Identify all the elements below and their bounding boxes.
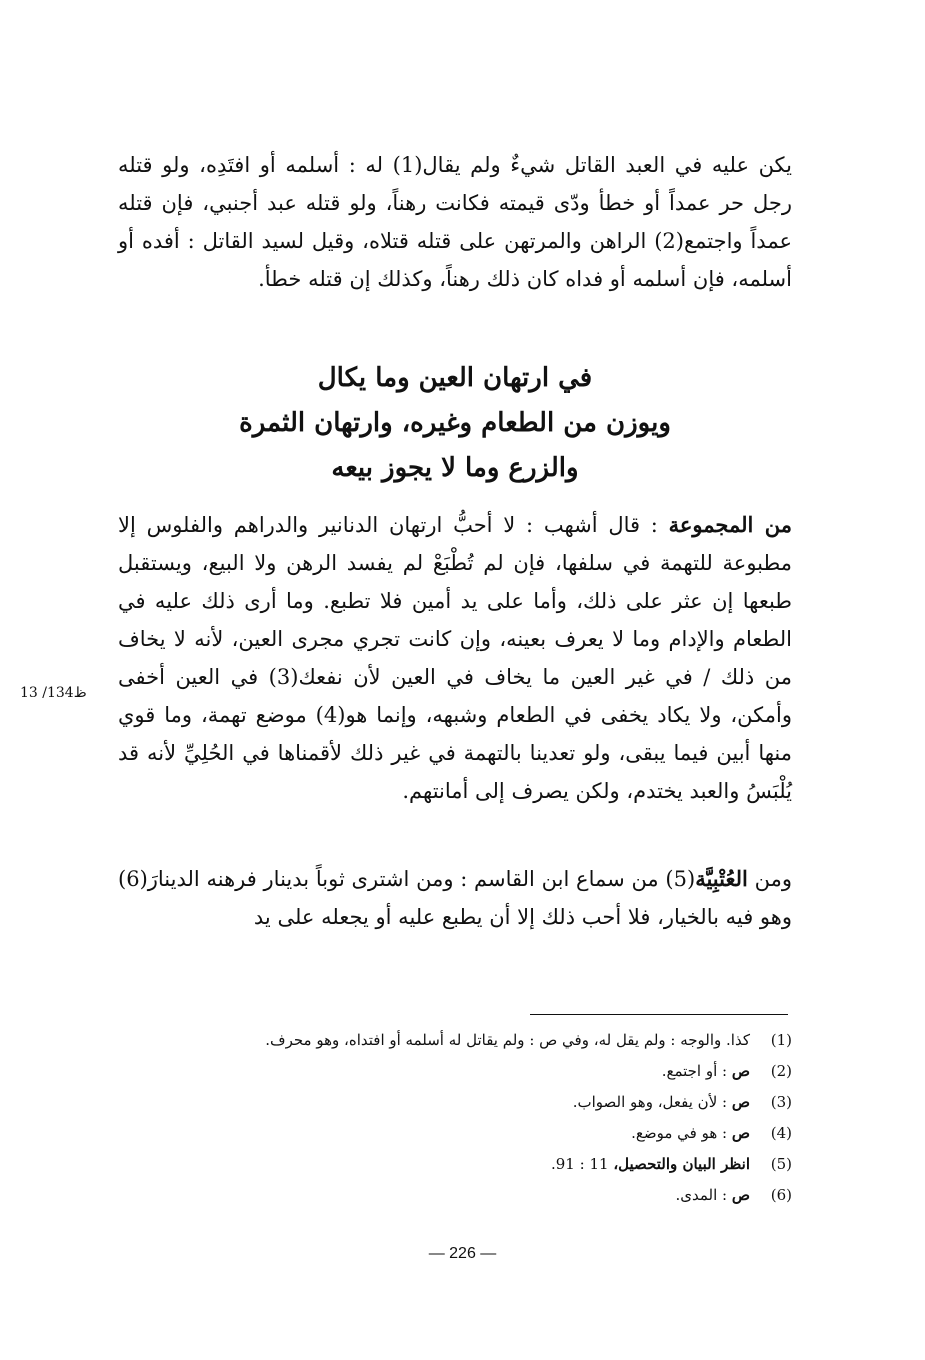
footnote-text: : المدى. — [675, 1186, 728, 1204]
footnote-bold: ص — [731, 1093, 750, 1111]
footnote-number: (3) — [770, 1093, 792, 1111]
footnote — [118, 1056, 792, 1087]
footnote-number: (6) — [770, 1186, 792, 1204]
paragraph-continuation — [118, 146, 792, 298]
margin-folio-note: 13 /134ظ — [20, 685, 87, 701]
footnote — [118, 1118, 792, 1149]
footnote-bold: ص — [731, 1062, 750, 1080]
page-number: — 226 — — [428, 1245, 497, 1262]
source-title: العُتْبِيَّة — [695, 866, 748, 891]
footnote-text: : أو اجتمع. — [661, 1062, 728, 1080]
paragraph-prefix: ومن — [754, 867, 792, 891]
footnote — [118, 1149, 792, 1180]
footnote-text: كذا. والوجه : ولم يقل له، وفي ص : ولم يقاتل له أسلمه أو افتداه، وهو محرف. — [265, 1031, 750, 1049]
footnote-number: (1) — [770, 1031, 792, 1049]
heading-line-3: والزرع وما لا يجوز بيعه — [331, 453, 579, 483]
heading-line-2: ويوزن من الطعام وغيره، وارتهان الثمرة — [239, 408, 671, 438]
footnote-text: 11 : 91. — [550, 1155, 609, 1173]
paragraph-text: : قال أشهب : لا أحبُّ ارتهان الدنانير والدراهم والفلوس إلا مطبوعة للتهمة في سلفها، فإن لم تُطْبَعْ لم يفسد الرهن ولا البيع، ويستقبل طبعها إن عثر على ذلك، وأما على يد أمين فلا تطبع. وما أرى ذلك عليه في الطعام والإدام وما لا يعرف بعينه، وإن كانت تجري مجرى العين، لأنه لا يخاف من ذلك / في غير العين ما يخاف في العين لأن نفعك(3) في العين أخفى وأمكن، ولا يكاد يخفى في الطعام وشبهه، وإنما هو(4) موضع تهمة، وما قوي منها أبين فيما يبقى، ولو تعدينا بالتهمة في غير ذلك لأقمناها في الحُلِيِّ لأنه قد يُلْبَسُ والعبد يختدم، ولكن يصرف إلى أمانتهم. — [118, 513, 792, 803]
paragraph-text: (5) من سماع ابن القاسم : ومن اشترى ثوباً بدينار فرهنه الدينارَ(6) وهو فيه بالخيار، فلا أحب ذلك إلا أن يطبع عليه أو يجعله على يد — [118, 867, 792, 929]
footnotes — [118, 1025, 792, 1211]
footnote-text: : لأن يفعل، وهو الصواب. — [572, 1093, 728, 1111]
footnote-text: : هو في موضع. — [631, 1124, 728, 1142]
footnote-number: (2) — [770, 1062, 792, 1080]
source-title: من المجموعة — [668, 512, 792, 537]
heading-line-1: في ارتهان العين وما يكال — [317, 363, 593, 393]
paragraph-text: يكن عليه في العبد القاتل شيءٌ ولم يقال(1) له : أسلمه أو افتَدِه، ولو قتله رجل حر عمداً أو خطأ ودّى قيمته فكانت رهناً، ولو قتله عبد أجنبي، فإن قتله عمداً واجتمع(2) الراهن والمرتهن على قتله قتلاه، وقيل لسيد القاتل : أفده أو أسلمه، فإن أسلمه أو فداه كان ذلك رهناً، وكذلك إن قتله خطأ. — [118, 153, 792, 291]
paragraph-majmua — [118, 506, 792, 810]
footnote — [118, 1025, 792, 1056]
footnote-number: (4) — [770, 1124, 792, 1142]
footnote-bold: انظر البيان والتحصيل، — [613, 1155, 750, 1173]
footnote-bold: ص — [731, 1124, 750, 1142]
footnote — [118, 1180, 792, 1211]
section-heading — [118, 356, 792, 491]
footnote — [118, 1087, 792, 1118]
paragraph-utbiyya — [118, 860, 792, 936]
footnote-divider — [530, 1014, 788, 1015]
footnote-number: (5) — [770, 1155, 792, 1173]
footnote-bold: ص — [731, 1186, 750, 1204]
